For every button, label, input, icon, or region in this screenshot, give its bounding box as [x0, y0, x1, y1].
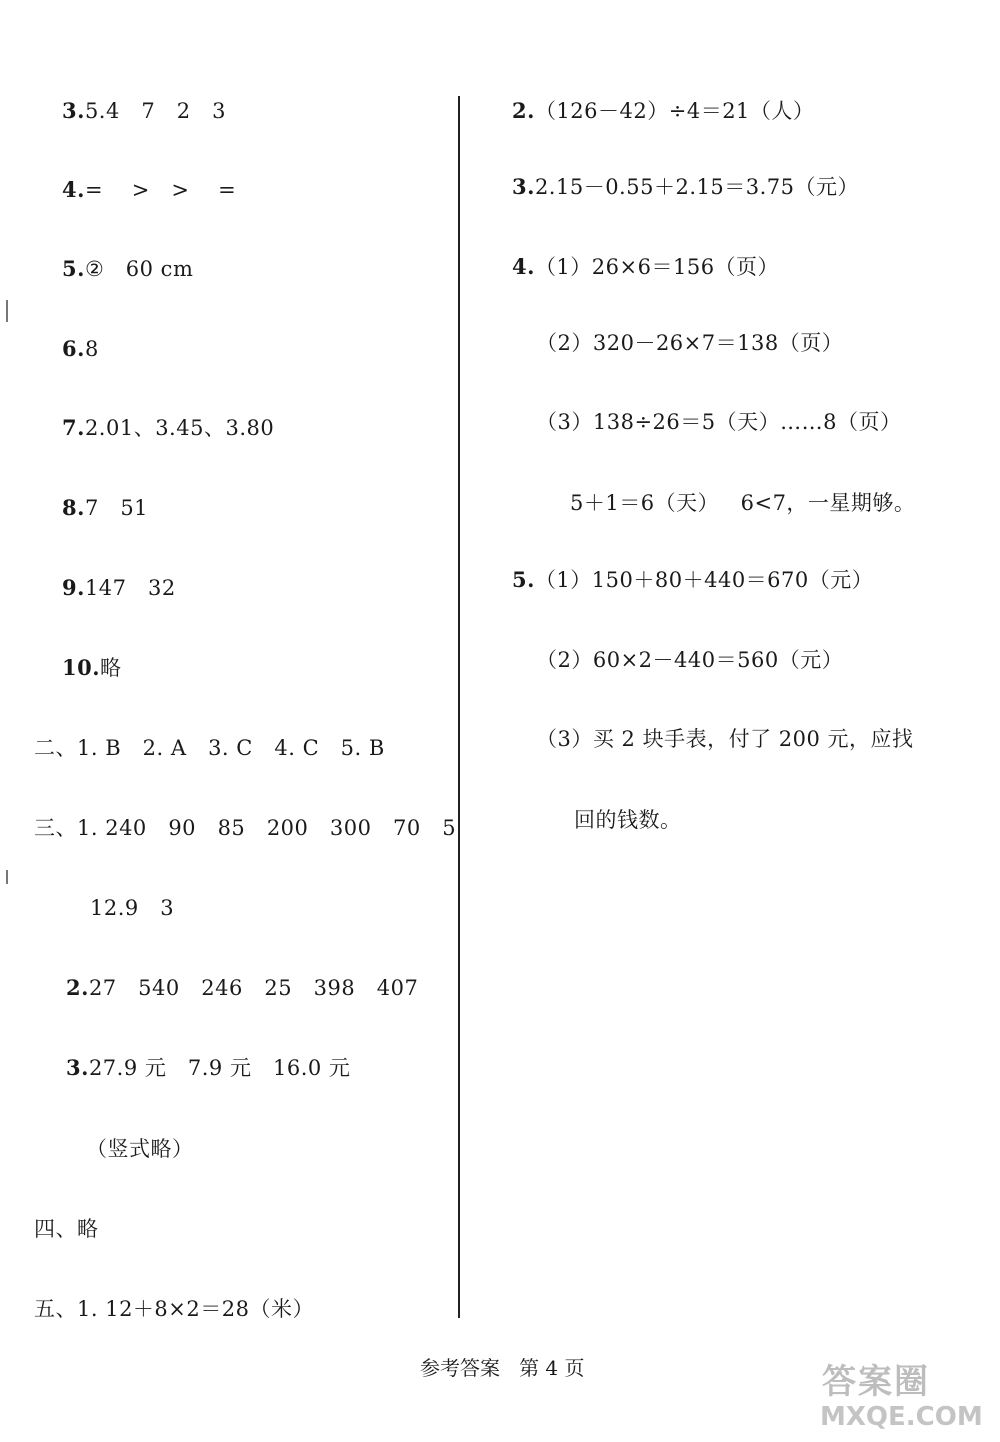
answer-line: 4.（1）26×6＝156（页） — [512, 254, 780, 279]
answer-line: 2.（126－42）÷4＝21（人） — [512, 98, 815, 123]
answer-line: （3）买 2 块手表，付了 200 元，应找 — [536, 727, 914, 751]
answer-line: 9.147 32 — [62, 575, 176, 600]
answer-line: （2）320－26×7＝138（页） — [536, 331, 844, 355]
answer-line: 5＋1＝6（天） 6<7，一星期够。 — [570, 491, 916, 515]
answer-line: 2.27 540 246 25 398 407 — [66, 975, 419, 1000]
answer-line: 回的钱数。 — [574, 808, 682, 832]
answer-line: （3）138÷26＝5（天）……8（页） — [536, 410, 902, 434]
scan-edge-mark — [6, 870, 8, 884]
answer-line: 6.8 — [62, 336, 99, 361]
answer-line: 5.（1）150＋80＋440＝670（元） — [512, 567, 874, 592]
scan-edge-mark — [6, 300, 8, 322]
answer-line: 五、1. 12＋8×2＝28（米） — [34, 1297, 314, 1321]
watermark — [812, 1354, 992, 1436]
answer-line: 四、略 — [34, 1217, 99, 1241]
answer-line: 3.5.4 7 2 3 — [62, 98, 226, 123]
column-divider — [458, 96, 460, 1318]
page-footer: 参考答案 第 4 页 — [420, 1356, 585, 1380]
answer-line: （2）60×2－440＝560（元） — [536, 648, 844, 672]
answer-line: 7.2.01、3.45、3.80 — [62, 415, 275, 440]
answer-line: 5.② 60 cm — [62, 256, 194, 281]
answer-line: 3.27.9 元 7.9 元 16.0 元 — [66, 1055, 351, 1080]
answer-line: 12.9 3 — [90, 896, 175, 920]
watermark-url: MXQE.COM — [820, 1402, 983, 1432]
answer-line: 二、1. B 2. A 3. C 4. C 5. B — [34, 736, 385, 760]
watermark-logo: 答案圈 — [822, 1362, 930, 1402]
answer-line: 三、1. 240 90 85 200 300 70 5 — [34, 816, 457, 840]
answer-line: 10.略 — [62, 655, 122, 680]
answer-line: 8.7 51 — [62, 495, 149, 520]
answer-line: 4.= > > = — [62, 177, 237, 202]
answer-line: 3.2.15－0.55＋2.15＝3.75（元） — [512, 174, 859, 199]
answer-line: （竖式略） — [86, 1137, 194, 1161]
